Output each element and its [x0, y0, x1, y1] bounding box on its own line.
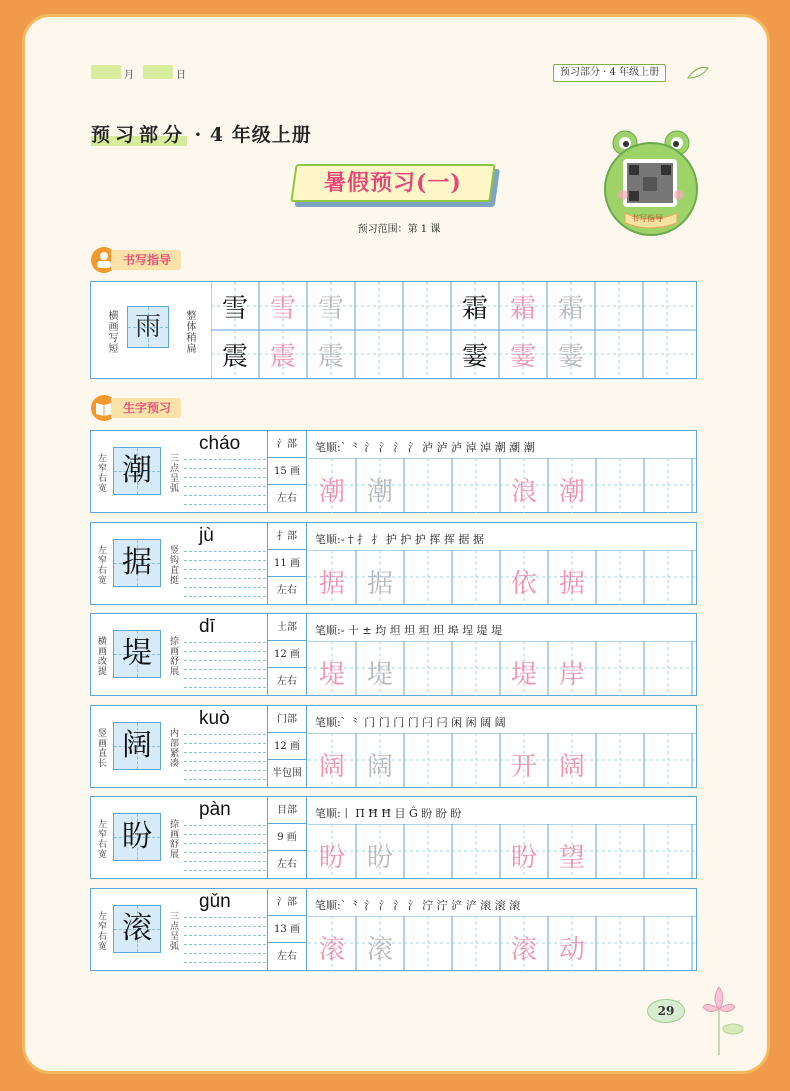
left-tip: 横画写短: [106, 310, 117, 354]
word-char: 阔: [558, 751, 585, 782]
char-info: [267, 797, 307, 878]
char-info: [267, 431, 307, 512]
word-char: 动: [558, 934, 585, 965]
char-info: [267, 706, 307, 787]
character-row: [90, 796, 697, 879]
new-char-cell: [113, 447, 161, 495]
frog-qr-icon[interactable]: [603, 129, 699, 245]
word-char: 潮: [558, 477, 585, 507]
section-label: 生字预习: [111, 398, 181, 418]
structure: 左右: [277, 950, 297, 962]
char-info: [267, 614, 307, 695]
trace-char: 据: [318, 568, 345, 599]
stroke-count: 13 画: [268, 916, 306, 943]
guide-char: 霎: [461, 342, 488, 372]
guide-trace-char: 震: [317, 342, 344, 372]
trace-char: 潮: [318, 477, 345, 507]
word-char: 浪: [510, 477, 537, 507]
character-row: [90, 613, 697, 696]
preview-range: 预习范围：第 1 课: [357, 224, 441, 235]
trace-char: 盼: [366, 843, 393, 873]
new-char: 滚: [122, 910, 152, 946]
right-tip: 三点呈弧: [168, 453, 178, 493]
guide-trace-char: 霜: [557, 294, 584, 324]
stroke-order: 笔顺:- 十 ± 均 坦 坦 坦 坦 埠 埕 堤 堤: [315, 624, 503, 637]
guide-trace-char: 雪: [269, 294, 296, 324]
right-tip: 三点呈弧: [168, 910, 178, 951]
trace-char: 阔: [366, 751, 393, 782]
char-info: [267, 523, 307, 604]
stroke-count: 12 画: [268, 733, 306, 760]
new-char-cell: [113, 539, 161, 587]
right-tip: 竖钩直挺: [168, 544, 178, 585]
right-tip: 内部紧凑: [168, 727, 178, 768]
guide-trace-char: 震: [269, 342, 296, 372]
trace-char: 潮: [366, 477, 393, 507]
left-tip: 左窄右宽: [96, 544, 106, 585]
left-tip: 竖画直长: [96, 727, 106, 768]
page-number: 29: [647, 999, 685, 1023]
demo-char: 雨: [134, 312, 161, 342]
guide-char: 震: [221, 342, 248, 372]
word-char: 岸: [558, 660, 585, 690]
radical: 目部: [268, 797, 306, 824]
stroke-count: 12 画: [268, 641, 306, 668]
trace-char: 据: [366, 568, 393, 599]
new-char-cell: [113, 905, 161, 953]
pinyin: cháo: [199, 433, 241, 454]
new-char: 潮: [122, 453, 152, 488]
title-rest: · 4 年级上册: [194, 124, 312, 146]
new-char-cell: [113, 813, 161, 861]
character-row: [90, 522, 697, 605]
stroke-order: 笔顺:- † 扌 扌 护 护 护 挥 挥 据 据: [315, 532, 484, 546]
right-tip: 捺画舒展: [168, 819, 178, 859]
trace-char: 堤: [318, 660, 345, 690]
month-box[interactable]: [91, 65, 121, 79]
character-row: [90, 888, 697, 971]
day-label: 日: [176, 70, 186, 81]
stroke-count: 15 画: [268, 458, 306, 485]
lotus-icon: [689, 977, 749, 1057]
pinyin-lines: [184, 634, 266, 688]
stroke-order: 笔顺:` ⺀ 氵 氵 氵 氵 泸 泸 泸 淖 淖 潮 潮 潮: [315, 441, 535, 454]
guide-trace-char: 霜: [509, 294, 536, 324]
demo-char-cell: [127, 306, 169, 348]
page: [22, 14, 770, 1074]
structure: 左右: [277, 584, 297, 596]
new-char-cell: [113, 722, 161, 770]
pinyin-lines: [184, 817, 266, 871]
word-char: 开: [510, 751, 537, 782]
new-char: 据: [122, 544, 152, 580]
new-char: 盼: [122, 819, 152, 854]
left-tip: 横画改提: [96, 636, 106, 676]
structure: 左右: [277, 859, 297, 870]
writing-guide-box: [90, 281, 697, 379]
pinyin: jù: [199, 524, 214, 546]
pinyin-lines: [184, 909, 266, 963]
right-tip: 整体稍扁: [184, 310, 195, 354]
frog-badge-label: 书写指导: [631, 214, 663, 223]
radical: 氵部: [268, 431, 306, 458]
word-char: 滚: [510, 934, 537, 965]
trace-char: 滚: [366, 934, 393, 965]
page-title: [91, 120, 312, 147]
word-char: 盼: [510, 843, 537, 873]
guide-trace-char: 霎: [509, 342, 536, 372]
guide-trace-char: 雪: [317, 294, 344, 324]
pinyin: dī: [199, 616, 215, 637]
stroke-count: 11 画: [268, 550, 306, 577]
structure: 左右: [277, 676, 297, 687]
radical: 门部: [268, 706, 306, 733]
char-info: [267, 889, 307, 970]
word-char: 望: [558, 843, 585, 873]
guide-trace-char: 霎: [557, 342, 584, 372]
trace-char: 堤: [366, 660, 393, 690]
guide-char: 雪: [221, 294, 248, 324]
trace-char: 阔: [318, 751, 345, 782]
character-row: [90, 705, 697, 788]
stroke-order: 笔顺:` ⺀ 门 门 门 门 闩 闩 闲 闲 阔 阔: [315, 715, 506, 729]
trace-char: 滚: [318, 934, 345, 965]
guide-char: 霜: [461, 294, 488, 324]
section-label: 书写指导: [111, 250, 181, 270]
radical: 土部: [268, 614, 306, 641]
header-tag: 预习部分 · 4 年级上册: [553, 64, 666, 82]
word-char: 依: [510, 568, 537, 599]
radical: 氵部: [268, 889, 306, 916]
lesson-banner: 暑假预习(一): [290, 164, 495, 202]
left-tip: 左窄右宽: [96, 453, 106, 493]
pinyin-lines: [184, 726, 266, 780]
month-label: 月: [124, 70, 134, 81]
radical: 扌部: [268, 523, 306, 550]
stroke-count: 9 画: [268, 824, 306, 851]
pinyin-lines: [184, 451, 266, 505]
title-part: 预习部分: [91, 124, 188, 146]
pinyin-lines: [184, 543, 266, 597]
trace-char: 盼: [318, 843, 345, 873]
structure: 左右: [277, 493, 297, 504]
word-char: 堤: [510, 660, 537, 690]
right-tip: 捺画舒展: [168, 636, 178, 676]
leaf-icon: [687, 65, 709, 81]
left-tip: 左窄右宽: [96, 819, 106, 859]
new-char-cell: [113, 630, 161, 678]
left-tip: 左窄右宽: [96, 910, 106, 951]
pinyin: gǔn: [199, 890, 231, 912]
stroke-order: 笔顺:` ⺀ 氵 氵 氵 氵 泞 泞 浐 浐 滚 滚 滚: [315, 898, 521, 912]
day-box[interactable]: [143, 65, 173, 79]
pinyin: kuò: [199, 707, 230, 729]
pinyin: pàn: [199, 799, 231, 820]
stroke-order: 笔顺:丨 Π Ħ Ħ 目 Ĝ 盼 盼 盼: [315, 807, 462, 820]
word-char: 据: [558, 568, 585, 599]
new-char: 阔: [122, 727, 152, 763]
structure: 半包围: [272, 767, 302, 779]
character-row: [90, 430, 697, 513]
new-char: 堤: [122, 636, 152, 671]
